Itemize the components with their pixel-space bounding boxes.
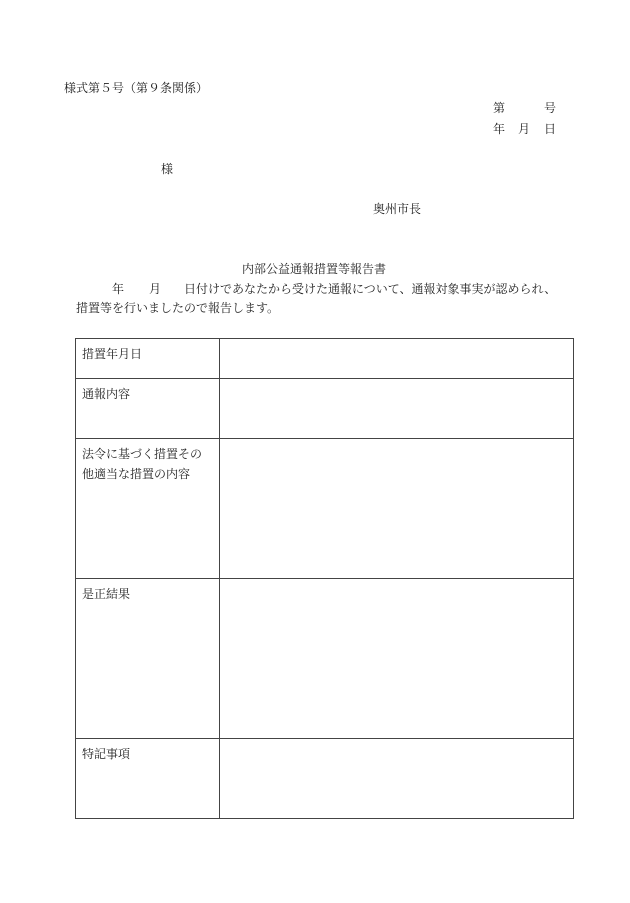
document-number-label: 第 (493, 101, 506, 115)
row-value-field[interactable] (220, 339, 574, 379)
form-number: 様式第５号（第９条関係） (64, 81, 209, 95)
row-value-field[interactable] (220, 439, 574, 579)
row-label (76, 579, 220, 739)
row-label-line: 他適当な措置の内容 (82, 467, 191, 481)
date-day-label: 日 (544, 122, 557, 136)
document-number-suffix: 号 (544, 101, 557, 115)
document-title: 内部公益通報措置等報告書 (242, 262, 387, 276)
table-row-correction-result (76, 579, 574, 739)
row-value-field[interactable] (220, 739, 574, 819)
row-label-line: 法令に基づく措置その (82, 447, 203, 461)
body-year-label: 年 (112, 282, 125, 296)
body-text-line1: 日付けであなたから受けた通報について、通報対象事実が認められ、 (184, 282, 557, 296)
addressee-honorific: 様 (161, 162, 174, 176)
row-label-line: 措置年月日 (82, 347, 143, 361)
date-year-label: 年 (493, 122, 506, 136)
row-label (76, 439, 220, 579)
table-row-report-content (76, 379, 574, 439)
row-label-line: 通報内容 (82, 387, 131, 401)
row-value-field[interactable] (220, 379, 574, 439)
body-text-line2: 措置等を行いましたので報告します。 (76, 301, 280, 315)
table-row-measure-content (76, 439, 574, 579)
row-value-field[interactable] (220, 579, 574, 739)
table-row-measure-date (76, 339, 574, 379)
sender-name: 奥州市長 (373, 202, 422, 216)
row-label (76, 379, 220, 439)
row-label (76, 739, 220, 819)
row-label (76, 339, 220, 379)
table-row-special-notes (76, 739, 574, 819)
row-label-line: 是正結果 (82, 587, 131, 601)
row-label-line: 特記事項 (82, 747, 131, 761)
date-month-label: 月 (518, 122, 531, 136)
body-month-label: 月 (149, 282, 162, 296)
report-table (75, 338, 574, 819)
